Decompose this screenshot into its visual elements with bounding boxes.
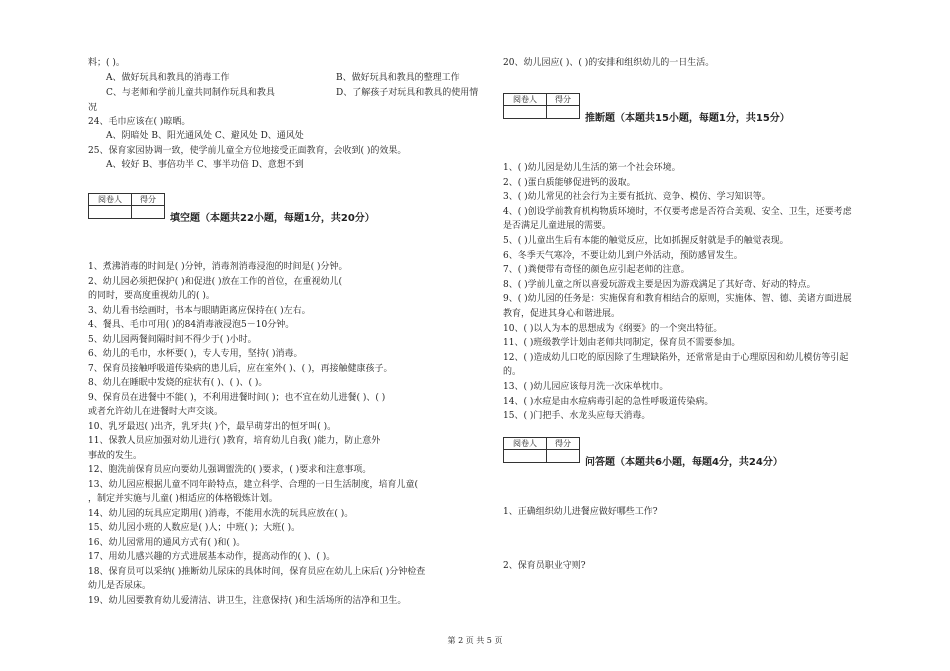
q23-wrap: 况	[88, 103, 98, 113]
section-title-fill: 填空题（本题共22小题，每题1分，共20分）	[170, 213, 375, 224]
judge-question-line: 15、( )门把手、水龙头应每天消毒。	[503, 411, 651, 422]
fill-question-line: 13、幼儿园应根据儿童不同年龄特点，建立科学、合理的一日生活制度，培育儿童(	[88, 479, 418, 490]
q24: 24、毛巾应该在( )晾晒。	[88, 117, 191, 127]
judge-question-line: 10、( )以人为本的思想成为《纲要》的一个突出特征。	[503, 323, 723, 334]
fill-question-line: 或者允许幼儿在进餐时大声交谈。	[88, 407, 224, 417]
score-box-reviewer: 阅卷人	[89, 194, 132, 206]
fill-question-line: 18、保育员可以采纳( )推断幼儿尿床的具体时间，保育员应在幼儿上床后( )分钟检查	[88, 566, 426, 577]
fill-question-line: 幼儿是否尿床。	[88, 581, 152, 591]
judge-question-line: 3、( )幼儿常见的社会行为主要有抵抗、竞争、模仿、学习知识等。	[503, 192, 771, 203]
fill-question-line: 8、幼儿在睡眠中发烧的症状有( )、( )、( )。	[88, 378, 268, 388]
fill-question-line: 9、保育员在进餐中不能( )，不利用进餐时间( )；也不宜在幼儿进餐( )、( )	[88, 392, 386, 403]
score-box: 阅卷人 得分	[503, 93, 580, 119]
fill-question-line: 5、幼儿园两餐间隔时间不得少于( )小时。	[88, 334, 257, 345]
fill-question-line: 10、乳牙最迟( )出齐，乳牙共( )个，最早萌芽出的恒牙叫( )。	[88, 421, 337, 432]
q25-options: A、较好 B、事倍功半 C、事半功倍 D、意想不到	[106, 160, 304, 170]
score-box: 阅卷人 得分	[503, 437, 580, 463]
judge-question-line: 7、( )粪便带有奇怪的颜色应引起老师的注意。	[503, 265, 690, 276]
judge-question-line: 5、( )儿童出生后有本能的触觉反应，比如抓握反射就是手的触觉表现。	[503, 236, 789, 246]
fill-question-line: 3、幼儿看书绘画时，书本与眼睛距离应保持在( )左右。	[88, 305, 311, 316]
fill-question-line: 17、用幼儿感兴趣的方式进展基本动作，提高动作的( )、( )。	[88, 552, 336, 562]
judge-question-line: 1、( )幼儿园是幼儿生活的第一个社会环境。	[503, 163, 681, 173]
judge-question-line: 14、( )水痘是由水痘病毒引起的急性呼吸道传染病。	[503, 396, 714, 407]
q25: 25、保育家园协调一致，使学前儿童全方位地接受正面教育，会收到( )的效果。	[88, 146, 407, 156]
judge-question-line: 13、( )幼儿园应该每月洗一次床单枕巾。	[503, 382, 669, 392]
q23-option-c: C、与老师和学前儿童共同制作玩具和教具	[106, 88, 275, 98]
judge-question-line: 12、( )造成幼儿口吃的原因除了生理缺陷外，还常常是由于心理原因和幼儿模仿等引起	[503, 352, 849, 363]
judge-question-line: 8、( )学前儿童之所以喜爱玩游戏主要是因为游戏满足了其好奇、好动的特点。	[503, 279, 816, 290]
qa-question-2: 2、保育员职业守则?	[503, 561, 586, 571]
q23-option-a: A、做好玩具和教具的消毒工作	[106, 73, 230, 83]
judge-question-line: 4、( )创设学前教育机构物质环境时，不仅要考虑是否符合美观、安全、卫生，还要考虑	[503, 206, 852, 217]
fill-question-line: 4、餐具、毛巾可用( )的84消毒液浸泡5－10分钟。	[88, 320, 295, 330]
fill-question-line: 19、幼儿园要教育幼儿爱清洁、讲卫生，注意保持( )和生活场所的洁净和卫生。	[88, 595, 407, 606]
q23-tail: 料；( )。	[88, 58, 125, 68]
fill-question-line: ，制定并实施与儿童( )相适应的体格锻炼计划。	[88, 494, 278, 504]
fill-question-line: 6、幼儿的毛巾，水杯要( )，专人专用，坚持( )消毒。	[88, 349, 303, 359]
fill-question-line: 14、幼儿园的玩具应定期用( )消毒，不能用水洗的玩具应放在( )。	[88, 508, 354, 519]
q23-option-d: D、了解孩子对玩具和教具的使用情	[336, 88, 479, 98]
judge-question-line: 11、( )班级教学计划由老师共同制定，保育员不需要参加。	[503, 338, 741, 349]
fill-question-line: 16、幼儿园常用的通风方式有( )和( )。	[88, 537, 246, 548]
q20: 20、幼儿园应( )、( )的安排和组织幼儿的一日生活。	[503, 58, 715, 68]
fill-question-line: 事故的发生。	[88, 450, 143, 461]
fill-question-line: 1、煮沸消毒的时间是( )分钟，消毒剂消毒浸泡的时间是( )分钟。	[88, 262, 348, 272]
fill-question-line: 12、胞洗前保育员应向要幼儿强调盥洗的( )要求，( )要求和注意事项。	[88, 465, 372, 475]
judge-question-line: 9、( )幼儿园的任务是：实施保育和教育相结合的原则，实施体、智、德、美诸方面进展	[503, 294, 852, 305]
judge-question-line: 是否满足儿童进展的需要。	[503, 221, 612, 232]
q24-options: A、阴暗处 B、阳光通风处 C、避风处 D、通风处	[106, 131, 304, 141]
score-box-score: 得分	[132, 194, 165, 206]
section-title-judge: 推断题（本题共15小题，每题1分，共15分）	[585, 113, 790, 124]
fill-question-line: 7、保育员接触呼吸道传染病的患儿后，应在室外( )、( )，再接触健康孩子。	[88, 363, 393, 374]
judge-question-line: 6、冬季天气寒冷，不要让幼儿到户外活动，预防感冒发生。	[503, 250, 743, 261]
score-box	[88, 193, 165, 219]
page-footer: 第 2 页 共 5 页	[447, 636, 503, 645]
fill-question-line: 2、幼儿园必须把保护( )和促进( )放在工作的首位，在重视幼儿(	[88, 276, 343, 287]
judge-question-line: 2、( )蛋白质能够促进钙的汲取。	[503, 177, 636, 188]
fill-question-line: 11、保教人员应加强对幼儿进行( )教育，培育幼儿自我( )能力，防止意外	[88, 436, 381, 446]
q23-option-b: B、做好玩具和教具的整理工作	[336, 73, 460, 83]
judge-question-line: 的。	[503, 367, 522, 378]
section-title-qa: 问答题（本题共6小题，每题4分，共24分）	[585, 457, 783, 468]
judge-question-line: 教育，促进其身心和谐进展。	[503, 309, 621, 319]
fill-question-line: 15、幼儿园小班的人数应是( )人；中班( )；大班( )。	[88, 523, 301, 533]
qa-question-1: 1、正确组织幼儿进餐应做好哪些工作?	[503, 507, 658, 517]
fill-question-line: 的同时，要高度重视幼儿的( )。	[88, 291, 215, 301]
